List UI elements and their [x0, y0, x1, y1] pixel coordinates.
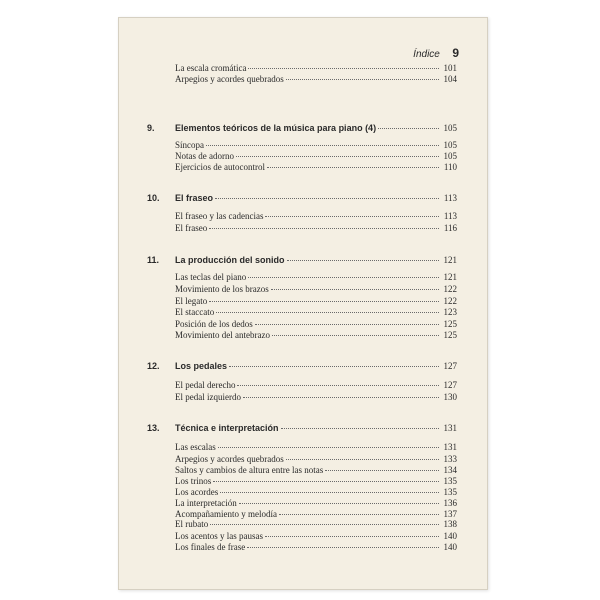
leader-dots — [210, 524, 439, 525]
running-head: Índice — [413, 49, 440, 60]
chapter-title: La producción del sonido — [175, 255, 285, 265]
toc-entry — [175, 531, 457, 542]
toc-entry-page: 135 — [443, 476, 457, 486]
toc-entry — [175, 476, 457, 487]
toc-entry-title: Las escalas — [175, 442, 216, 452]
page-number: 9 — [452, 46, 459, 60]
chapter-number: 12. — [147, 361, 160, 371]
toc-chapter — [147, 423, 457, 433]
leader-dots — [229, 366, 439, 367]
toc-entry — [175, 63, 457, 74]
toc-chapter — [147, 193, 457, 203]
toc-entry-page: 123 — [443, 307, 457, 317]
chapter-number: 9. — [147, 123, 155, 133]
toc-entry-page: 121 — [443, 272, 457, 282]
leader-dots — [248, 68, 439, 69]
chapter-title: Los pedales — [175, 361, 228, 371]
leader-dots — [209, 228, 439, 229]
toc-entry — [175, 330, 457, 341]
toc-entry-page: 104 — [443, 74, 457, 84]
chapter-number: 13. — [147, 423, 160, 433]
toc-entry-page: 134 — [443, 465, 457, 475]
toc-chapter — [147, 123, 457, 133]
chapter-page: 113 — [443, 193, 457, 203]
toc-entry — [175, 392, 457, 403]
chapter-title: Elementos teóricos de la música para piano (4) — [175, 123, 377, 133]
leader-dots — [218, 447, 439, 448]
toc-entry-page: 105 — [443, 140, 457, 150]
toc-entry — [175, 162, 457, 173]
toc-entry — [175, 319, 457, 330]
toc-entry-title: Notas de adorno — [175, 151, 234, 161]
toc-entry — [175, 465, 457, 476]
toc-entry — [175, 151, 457, 162]
toc-entry-title: Ejercicios de autocontrol — [175, 162, 265, 172]
toc-entry — [175, 272, 457, 283]
leader-dots — [287, 260, 439, 261]
toc-entry — [175, 223, 457, 234]
chapter-number: 10. — [147, 193, 160, 203]
leader-dots — [248, 277, 439, 278]
toc-entry — [175, 542, 457, 553]
toc-entry-title: Movimiento del antebrazo — [175, 330, 270, 340]
toc-entry — [175, 519, 457, 530]
toc-entry — [175, 211, 457, 222]
leader-dots — [239, 503, 439, 504]
toc-entry-page: 110 — [443, 162, 457, 172]
chapter-page: 131 — [443, 423, 457, 433]
toc-entry-title: El fraseo y las cadencias — [175, 211, 264, 221]
toc-entry-title: Saltos y cambios de altura entre las notas — [175, 465, 324, 475]
toc-entry — [175, 74, 457, 85]
toc-entry-title: Los acentos y las pausas — [175, 531, 263, 541]
toc-entry-page: 101 — [443, 63, 457, 73]
toc-entry-page: 133 — [443, 454, 457, 464]
toc-entry-title: El rubato — [175, 519, 209, 529]
chapter-page: 127 — [443, 361, 457, 371]
toc-entry-title: El pedal derecho — [175, 380, 236, 390]
page-header — [413, 44, 459, 62]
toc-entry-title: El staccato — [175, 307, 215, 317]
toc-entry-title: Posición de los dedos — [175, 319, 253, 329]
toc-entry-page: 116 — [443, 223, 457, 233]
leader-dots — [206, 145, 439, 146]
toc-entry-page: 138 — [443, 519, 457, 529]
toc-entry-title: El legato — [175, 296, 208, 306]
chapter-title: El fraseo — [175, 193, 214, 203]
toc-entry — [175, 498, 457, 509]
leader-dots — [265, 216, 439, 217]
chapter-page: 105 — [443, 123, 457, 133]
leader-dots — [271, 289, 439, 290]
leader-dots — [272, 335, 439, 336]
chapter-title: Técnica e interpretación — [175, 423, 279, 433]
toc-entry — [175, 140, 457, 151]
toc-entry — [175, 284, 457, 295]
toc-entry-title: Movimiento de los brazos — [175, 284, 269, 294]
leader-dots — [279, 514, 439, 515]
leader-dots — [213, 481, 439, 482]
toc-entry-page: 125 — [443, 319, 457, 329]
toc-entry-page: 131 — [443, 442, 457, 452]
chapter-page: 121 — [443, 255, 457, 265]
leader-dots — [220, 492, 439, 493]
toc-entry-page: 122 — [443, 284, 457, 294]
leader-dots — [209, 301, 439, 302]
toc-entry-title: El fraseo — [175, 223, 208, 233]
book-page — [118, 17, 488, 590]
toc-entry — [175, 454, 457, 465]
leader-dots — [237, 385, 439, 386]
leader-dots — [265, 536, 439, 537]
leader-dots — [255, 324, 439, 325]
toc-entry-title: Acompañamiento y melodía — [175, 509, 277, 519]
toc-entry — [175, 442, 457, 453]
leader-dots — [215, 198, 439, 199]
toc-entry-page: 136 — [443, 498, 457, 508]
toc-entry-title: Los acordes — [175, 487, 219, 497]
toc-entry-title: Arpegios y acordes quebrados — [175, 74, 284, 84]
toc-entry — [175, 296, 457, 307]
toc-entry-title: La escala cromática — [175, 63, 247, 73]
toc-entry-page: 122 — [443, 296, 457, 306]
leader-dots — [286, 79, 439, 80]
toc-chapter — [147, 255, 457, 265]
leader-dots — [281, 428, 439, 429]
toc-entry-page: 105 — [443, 151, 457, 161]
leader-dots — [267, 167, 439, 168]
leader-dots — [247, 547, 439, 548]
toc-entry-title: El pedal izquierdo — [175, 392, 241, 402]
toc-entry-page: 125 — [443, 330, 457, 340]
toc-entry — [175, 307, 457, 318]
toc-entry-page: 137 — [443, 509, 457, 519]
toc-entry — [175, 380, 457, 391]
leader-dots — [216, 312, 439, 313]
toc-entry-page: 140 — [443, 531, 457, 541]
toc-entry-title: La interpretación — [175, 498, 237, 508]
leader-dots — [325, 470, 439, 471]
toc-entry-title: Síncopa — [175, 140, 204, 150]
toc-entry-page: 127 — [443, 380, 457, 390]
leader-dots — [236, 156, 439, 157]
toc-entry-page: 130 — [443, 392, 457, 402]
toc-entry — [175, 487, 457, 498]
toc-entry-page: 140 — [443, 542, 457, 552]
toc-entry-page: 135 — [443, 487, 457, 497]
toc-entry-title: Los trinos — [175, 476, 212, 486]
toc-chapter — [147, 361, 457, 371]
toc-entry-title: Arpegios y acordes quebrados — [175, 454, 284, 464]
leader-dots — [378, 128, 439, 129]
chapter-number: 11. — [147, 255, 160, 265]
toc-entry-title: Las teclas del piano — [175, 272, 247, 282]
leader-dots — [243, 397, 439, 398]
toc-entry-title: Los finales de frase — [175, 542, 246, 552]
leader-dots — [286, 459, 439, 460]
toc-entry-page: 113 — [443, 211, 457, 221]
